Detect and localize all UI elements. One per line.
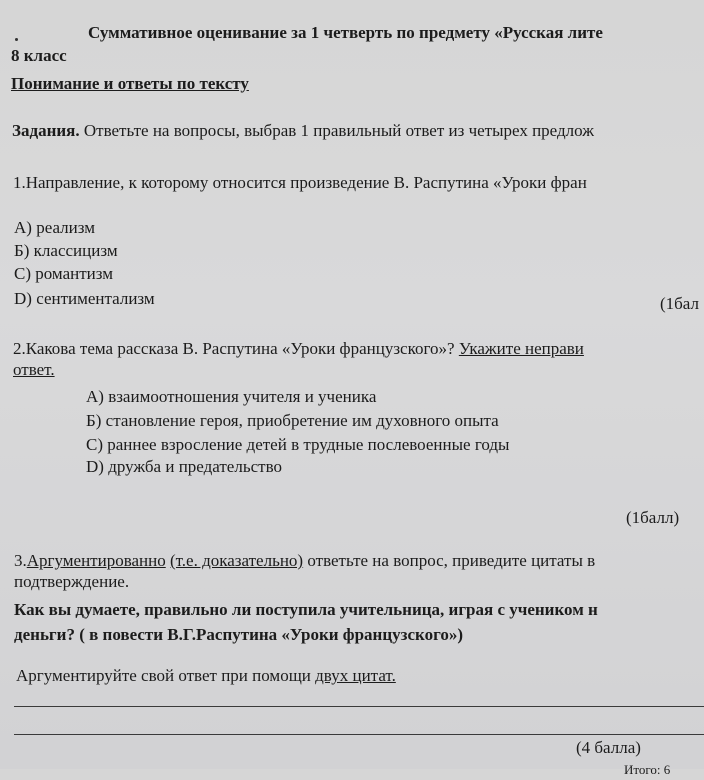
section-heading: Понимание и ответы по тексту	[11, 74, 249, 93]
q2-option-b: Б) становление героя, приобретение им духовного опыта	[86, 411, 499, 430]
question-2-text	[13, 339, 584, 359]
q2-option-c: С) раннее взросление детей в трудные послевоенные годы	[86, 435, 510, 454]
q3-argument-instruction	[16, 666, 396, 686]
q3-rest: ответьте на вопрос, приведите цитаты в	[303, 551, 596, 570]
q3-bold-question-1: Как вы думаете, правильно ли поступила учительница, играя с учеником н	[14, 600, 598, 619]
q1-option-d: D) сентиментализм	[14, 289, 155, 308]
q3-bold-question-2: деньги? ( в повести В.Г.Распутина «Уроки французского»)	[14, 625, 464, 644]
q3-arg-underlined: двух цитат.	[315, 666, 396, 685]
q2-text-underlined: Укажите неправи	[458, 339, 584, 358]
document-title: Суммативное оценивание за 1 четверть по предмету «Русская лите	[88, 23, 603, 42]
q3-score: (4 балла)	[576, 738, 641, 757]
total-partial: Итого: 6	[624, 762, 671, 777]
answer-line-1	[14, 706, 704, 707]
q1-score: (1бал	[660, 294, 699, 313]
q1-option-c: С) романтизм	[14, 264, 113, 283]
answer-line-2	[14, 734, 704, 735]
q2-text-main: 2.Какова тема рассказа В. Распутина «Уроки французского»?	[13, 339, 459, 358]
q3-line2: подтверждение.	[14, 572, 130, 591]
instruction	[12, 121, 594, 141]
grade-label: 8 класс	[11, 46, 67, 65]
q2-option-d: D) дружба и предательство	[86, 457, 282, 476]
q3-arg-text: Аргументируйте свой ответ при помощи	[16, 666, 316, 685]
q3-underlined-1: Аргументированно	[26, 551, 166, 570]
q2-score: (1балл)	[626, 508, 680, 527]
instruction-text: Ответьте на вопросы, выбрав 1 правильный ответ из четырех предлож	[79, 121, 594, 140]
q3-num: 3.	[14, 551, 27, 570]
q1-option-a: А) реализм	[14, 218, 95, 237]
q3-underlined-2: (т.е. доказательно)	[170, 551, 304, 570]
q2-text-line2: ответ.	[13, 360, 55, 379]
instruction-label: Задания.	[12, 121, 80, 140]
q1-option-b: Б) классицизм	[14, 241, 118, 260]
bullet-mark	[15, 38, 18, 41]
q2-option-a: А) взаимоотношения учителя и ученика	[86, 387, 377, 406]
question-3-text	[14, 551, 595, 571]
question-1-text: 1.Направление, к которому относится произведение В. Распутина «Уроки фран	[13, 173, 587, 192]
